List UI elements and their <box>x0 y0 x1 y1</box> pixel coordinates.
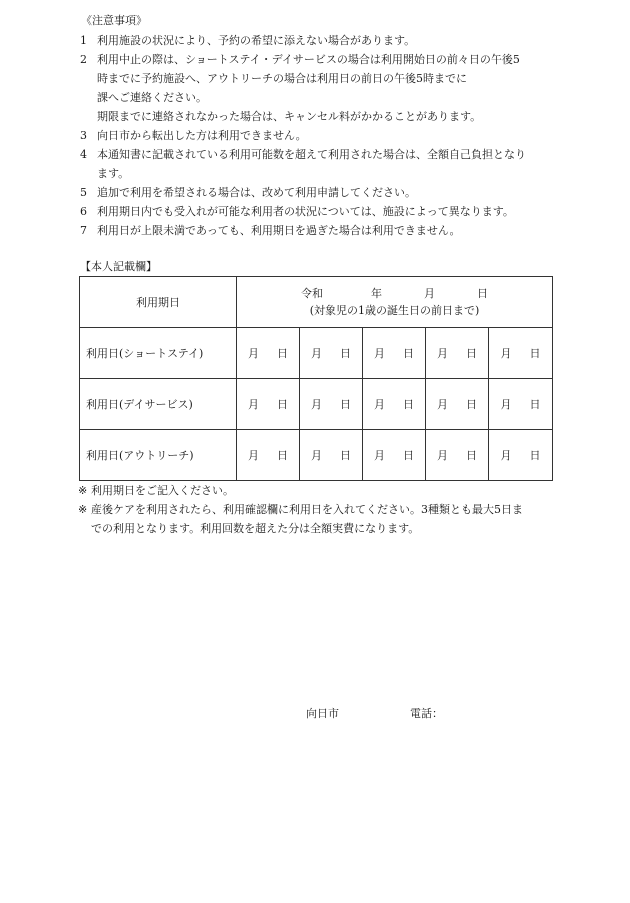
footnote <box>78 481 558 500</box>
usage-date-cell[interactable] <box>426 379 489 430</box>
note-number: 1 <box>80 34 87 47</box>
section-label: 【本人記載欄】 <box>80 260 157 273</box>
cell-month-label: 月 <box>248 448 259 462</box>
cell-month-label: 月 <box>437 448 448 462</box>
cell-month-label: 月 <box>248 346 259 360</box>
note-text: 本通知書に記載されている利用可能数を超えて利用された場合は、全額自己負担となり <box>97 148 526 161</box>
note-text: 課へご連絡ください。 <box>97 91 207 104</box>
cell-month-label: 月 <box>311 346 322 360</box>
usage-table-body <box>80 277 553 481</box>
note-text: 利用期日内でも受入れが可能な利用者の状況については、施設によって異なります。 <box>97 205 514 218</box>
footnotes <box>78 481 558 538</box>
footnote-mark: ※ <box>78 484 88 497</box>
usage-date-cell[interactable] <box>363 328 426 379</box>
cell-day-label: 日 <box>403 346 414 360</box>
note-number: 3 <box>80 129 87 142</box>
cell-day-label: 日 <box>529 397 541 411</box>
notes-list <box>80 31 560 240</box>
footnote <box>78 500 558 538</box>
cell-day-label: 日 <box>529 448 541 462</box>
cell-month-label: 月 <box>374 448 385 462</box>
cell-day-label: 日 <box>277 448 288 462</box>
footnote-text: 利用期日をご記入ください。 <box>91 484 234 497</box>
note-text: 時までに予約施設へ、アウトリーチの場合は利用日の前日の午後5時までに <box>97 72 467 85</box>
cell-day-label: 日 <box>466 397 477 411</box>
footnote-mark: ※ <box>78 503 88 516</box>
usage-date-cell[interactable] <box>489 430 553 481</box>
period-note: (対象児の1歳の誕生日の前日まで) <box>309 304 480 317</box>
note-number: 5 <box>80 186 87 199</box>
usage-date-cell[interactable] <box>489 328 553 379</box>
cell-month-label: 月 <box>248 397 259 411</box>
usage-row-label: 利用日(ショートステイ) <box>80 328 237 379</box>
cell-day-label: 日 <box>340 397 351 411</box>
cell-day-label: 日 <box>466 346 477 360</box>
note-item <box>80 31 560 50</box>
period-era: 令和 <box>301 287 324 300</box>
cell-month-label: 月 <box>437 397 448 411</box>
cell-day-label: 日 <box>340 346 351 360</box>
notice-heading: 《注意事項》 <box>81 14 147 27</box>
cell-month-label: 月 <box>311 448 322 462</box>
usage-date-cell[interactable] <box>300 379 363 430</box>
note-number: 4 <box>80 148 87 161</box>
note-text: 期限までに連絡されなかった場合は、キャンセル料がかかることがあります。 <box>97 110 482 123</box>
note-item <box>80 50 560 126</box>
note-number: 6 <box>80 205 87 218</box>
note-item <box>80 221 560 240</box>
usage-row <box>80 430 553 481</box>
cell-month-label: 月 <box>500 448 512 462</box>
cell-day-label: 日 <box>277 397 288 411</box>
cell-month-label: 月 <box>500 397 512 411</box>
usage-date-cell[interactable] <box>363 430 426 481</box>
note-number: 7 <box>80 224 87 237</box>
footnote-text: での利用となります。利用回数を超えた分は全額実費になります。 <box>91 522 420 535</box>
footnote-text: 産後ケアを利用されたら、利用確認欄に利用日を入れてください。3種類とも最大5日ま <box>91 503 523 516</box>
contact-city: 向日市 <box>306 707 339 720</box>
period-value-field[interactable] <box>237 277 553 328</box>
period-row <box>80 277 553 328</box>
usage-row-label: 利用日(アウトリーチ) <box>80 430 237 481</box>
cell-month-label: 月 <box>500 346 512 360</box>
usage-table <box>79 276 553 481</box>
period-year: 年 <box>371 287 383 300</box>
cell-day-label: 日 <box>403 448 414 462</box>
note-text: 追加で利用を希望される場合は、改めて利用申請してください。 <box>97 186 416 199</box>
usage-date-cell[interactable] <box>237 430 300 481</box>
cell-day-label: 日 <box>403 397 414 411</box>
note-text: ます。 <box>97 167 130 180</box>
cell-day-label: 日 <box>277 346 288 360</box>
contact-phone-label: 電話： <box>410 707 443 720</box>
usage-date-cell[interactable] <box>237 328 300 379</box>
usage-row <box>80 328 553 379</box>
usage-date-cell[interactable] <box>489 379 553 430</box>
usage-date-cell[interactable] <box>426 430 489 481</box>
cell-day-label: 日 <box>466 448 477 462</box>
note-text: 向日市から転出した方は利用できません。 <box>97 129 307 142</box>
note-number: 2 <box>80 53 87 66</box>
note-text: 利用施設の状況により、予約の希望に添えない場合があります。 <box>97 34 416 47</box>
note-item <box>80 145 560 183</box>
cell-day-label: 日 <box>529 346 541 360</box>
usage-date-cell[interactable] <box>363 379 426 430</box>
period-label: 利用期日 <box>80 277 237 328</box>
usage-date-cell[interactable] <box>237 379 300 430</box>
usage-date-cell[interactable] <box>300 430 363 481</box>
period-date <box>237 285 552 302</box>
usage-row <box>80 379 553 430</box>
note-item <box>80 183 560 202</box>
cell-day-label: 日 <box>340 448 351 462</box>
note-item <box>80 126 560 145</box>
note-text: 利用日が上限未満であっても、利用期日を過ぎた場合は利用できません。 <box>97 224 461 237</box>
usage-row-label: 利用日(デイサービス) <box>80 379 237 430</box>
usage-date-cell[interactable] <box>300 328 363 379</box>
period-month: 月 <box>424 287 436 300</box>
cell-month-label: 月 <box>311 397 322 411</box>
note-text: 利用中止の際は、ショートステイ・デイサービスの場合は利用開始日の前々日の午後5 <box>97 53 520 66</box>
period-day: 日 <box>477 287 489 300</box>
cell-month-label: 月 <box>374 397 385 411</box>
usage-date-cell[interactable] <box>426 328 489 379</box>
cell-month-label: 月 <box>374 346 385 360</box>
cell-month-label: 月 <box>437 346 448 360</box>
note-item <box>80 202 560 221</box>
